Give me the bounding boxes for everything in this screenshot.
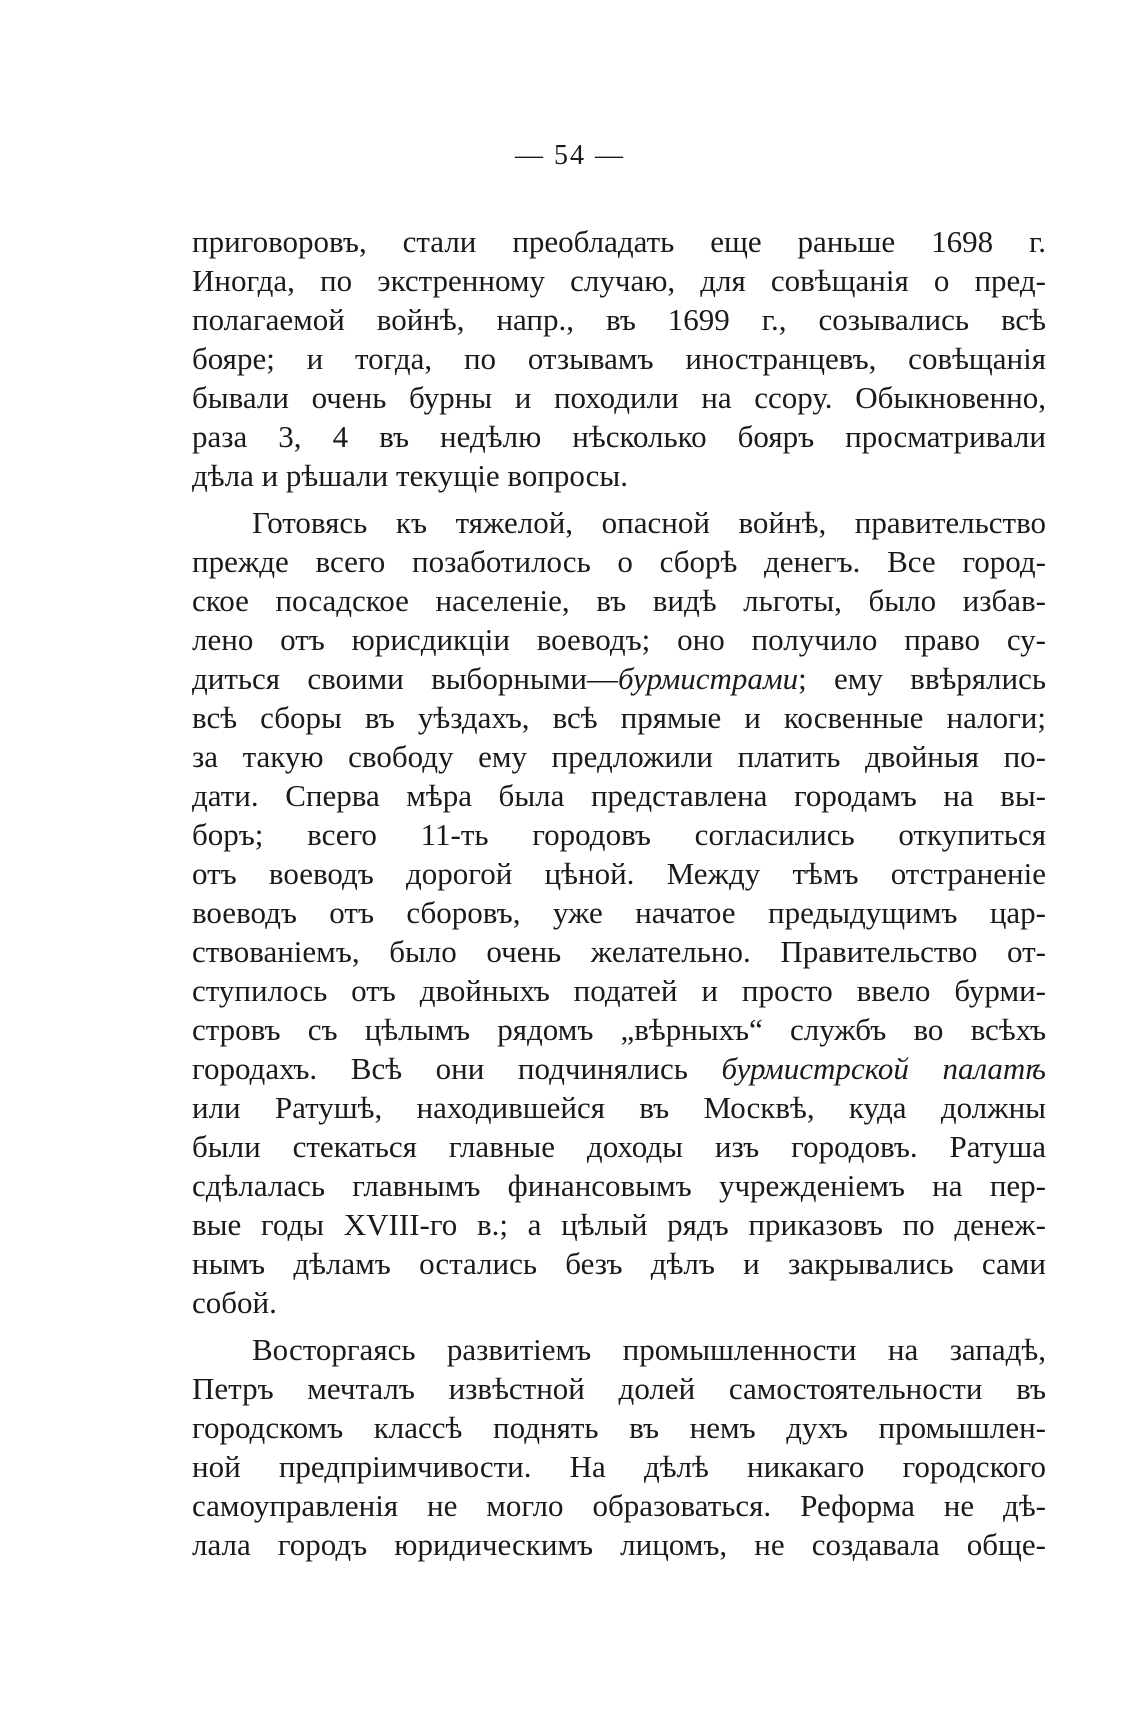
text-line: собой. (192, 1285, 277, 1320)
text-line: городскомъ классѣ поднять въ немъ духъ промышлен- (192, 1410, 1046, 1445)
italic-term: бурмистрской палатѣ (721, 1051, 1046, 1086)
text-line: Готовясь къ тяжелой, опасной войнѣ, правительство (252, 505, 1046, 540)
text-line-mixed (192, 659, 1046, 698)
text-line: сдѣлалась главнымъ финансовымъ учрежденіемъ на пер- (192, 1168, 1046, 1203)
text-line: ной предпріимчивости. На дѣлѣ никакаго городского (192, 1449, 1046, 1484)
text-line: бывали очень бурны и походили на ссору. Обыкновенно, (192, 380, 1046, 415)
text-line: Петръ мечталъ извѣстной долей самостоятельности въ (192, 1371, 1046, 1406)
text-line: полагаемой войнѣ, напр., въ 1699 г., созывались всѣ (192, 302, 1046, 337)
text-line: воеводъ отъ сборовъ, уже начатое предыдущимъ цар- (192, 895, 1046, 930)
text-line: ское посадское населеніе, въ видѣ льготы, было избав- (192, 583, 1046, 618)
text-line: Восторгаясь развитіемъ промышленности на западѣ, (252, 1332, 1046, 1367)
text-line: бояре; и тогда, по отзывамъ иностранцевъ, совѣщанія (192, 341, 1046, 376)
text-line: лено отъ юрисдикціи воеводъ; оно получило право су- (192, 622, 1046, 657)
text-line: вые годы XVIII-го в.; а цѣлый рядъ приказовъ по денеж- (192, 1207, 1046, 1242)
text-line: были стекаться главные доходы изъ городовъ. Ратуша (192, 1129, 1046, 1164)
text-line: всѣ сборы въ уѣздахъ, всѣ прямые и косвенные налоги; (192, 700, 1046, 735)
page-number: — 54 — (515, 140, 625, 171)
text-line: стровъ съ цѣлымъ рядомъ „вѣрныхъ“ службъ во всѣхъ (192, 1012, 1046, 1047)
text-line: ствованіемъ, было очень желательно. Правительство от- (192, 934, 1046, 969)
text-line-mixed (192, 1049, 1046, 1088)
text-line: дѣла и рѣшали текущіе вопросы. (192, 458, 629, 493)
paragraph-3 (192, 1330, 1046, 1564)
text-run: городахъ. Всѣ они подчинялись (192, 1051, 722, 1086)
paragraph-2 (192, 503, 1046, 1322)
paragraph-1 (192, 222, 1046, 495)
text-line: или Ратушѣ, находившейся въ Москвѣ, куда должны (192, 1090, 1046, 1125)
text-line: раза 3, 4 въ недѣлю нѣсколько бояръ просматривали (192, 419, 1046, 454)
text-line: прежде всего позаботилось о сборѣ денегъ. Все город- (192, 544, 1046, 579)
text-line: дати. Сперва мѣра была представлена городамъ на вы- (192, 778, 1046, 813)
text-line: Иногда, по экстренному случаю, для совѣщанія о пред- (192, 263, 1046, 298)
italic-term: бурмистрами (617, 661, 799, 696)
text-line: отъ воеводъ дорогой цѣной. Между тѣмъ отстраненіе (192, 856, 1046, 891)
text-line: самоуправленія не могло образоваться. Реформа не дѣ- (192, 1488, 1046, 1523)
text-line: нымъ дѣламъ остались безъ дѣлъ и закрывались сами (192, 1246, 1046, 1281)
text-line: за такую свободу ему предложили платить двойныя по- (192, 739, 1046, 774)
text-run: диться своими выборными— (192, 661, 618, 696)
text-run: ; ему ввѣрялись (798, 661, 1046, 696)
text-line: ступилось отъ двойныхъ податей и просто ввело бурми- (192, 973, 1046, 1008)
text-line: лала городъ юридическимъ лицомъ, не создавала обще- (192, 1527, 1046, 1562)
text-line: боръ; всего 11-ть городовъ согласились откупиться (192, 817, 1046, 852)
text-line: приговоровъ, стали преобладать еще раньше 1698 г. (192, 224, 1046, 259)
body-text (192, 222, 1046, 1564)
